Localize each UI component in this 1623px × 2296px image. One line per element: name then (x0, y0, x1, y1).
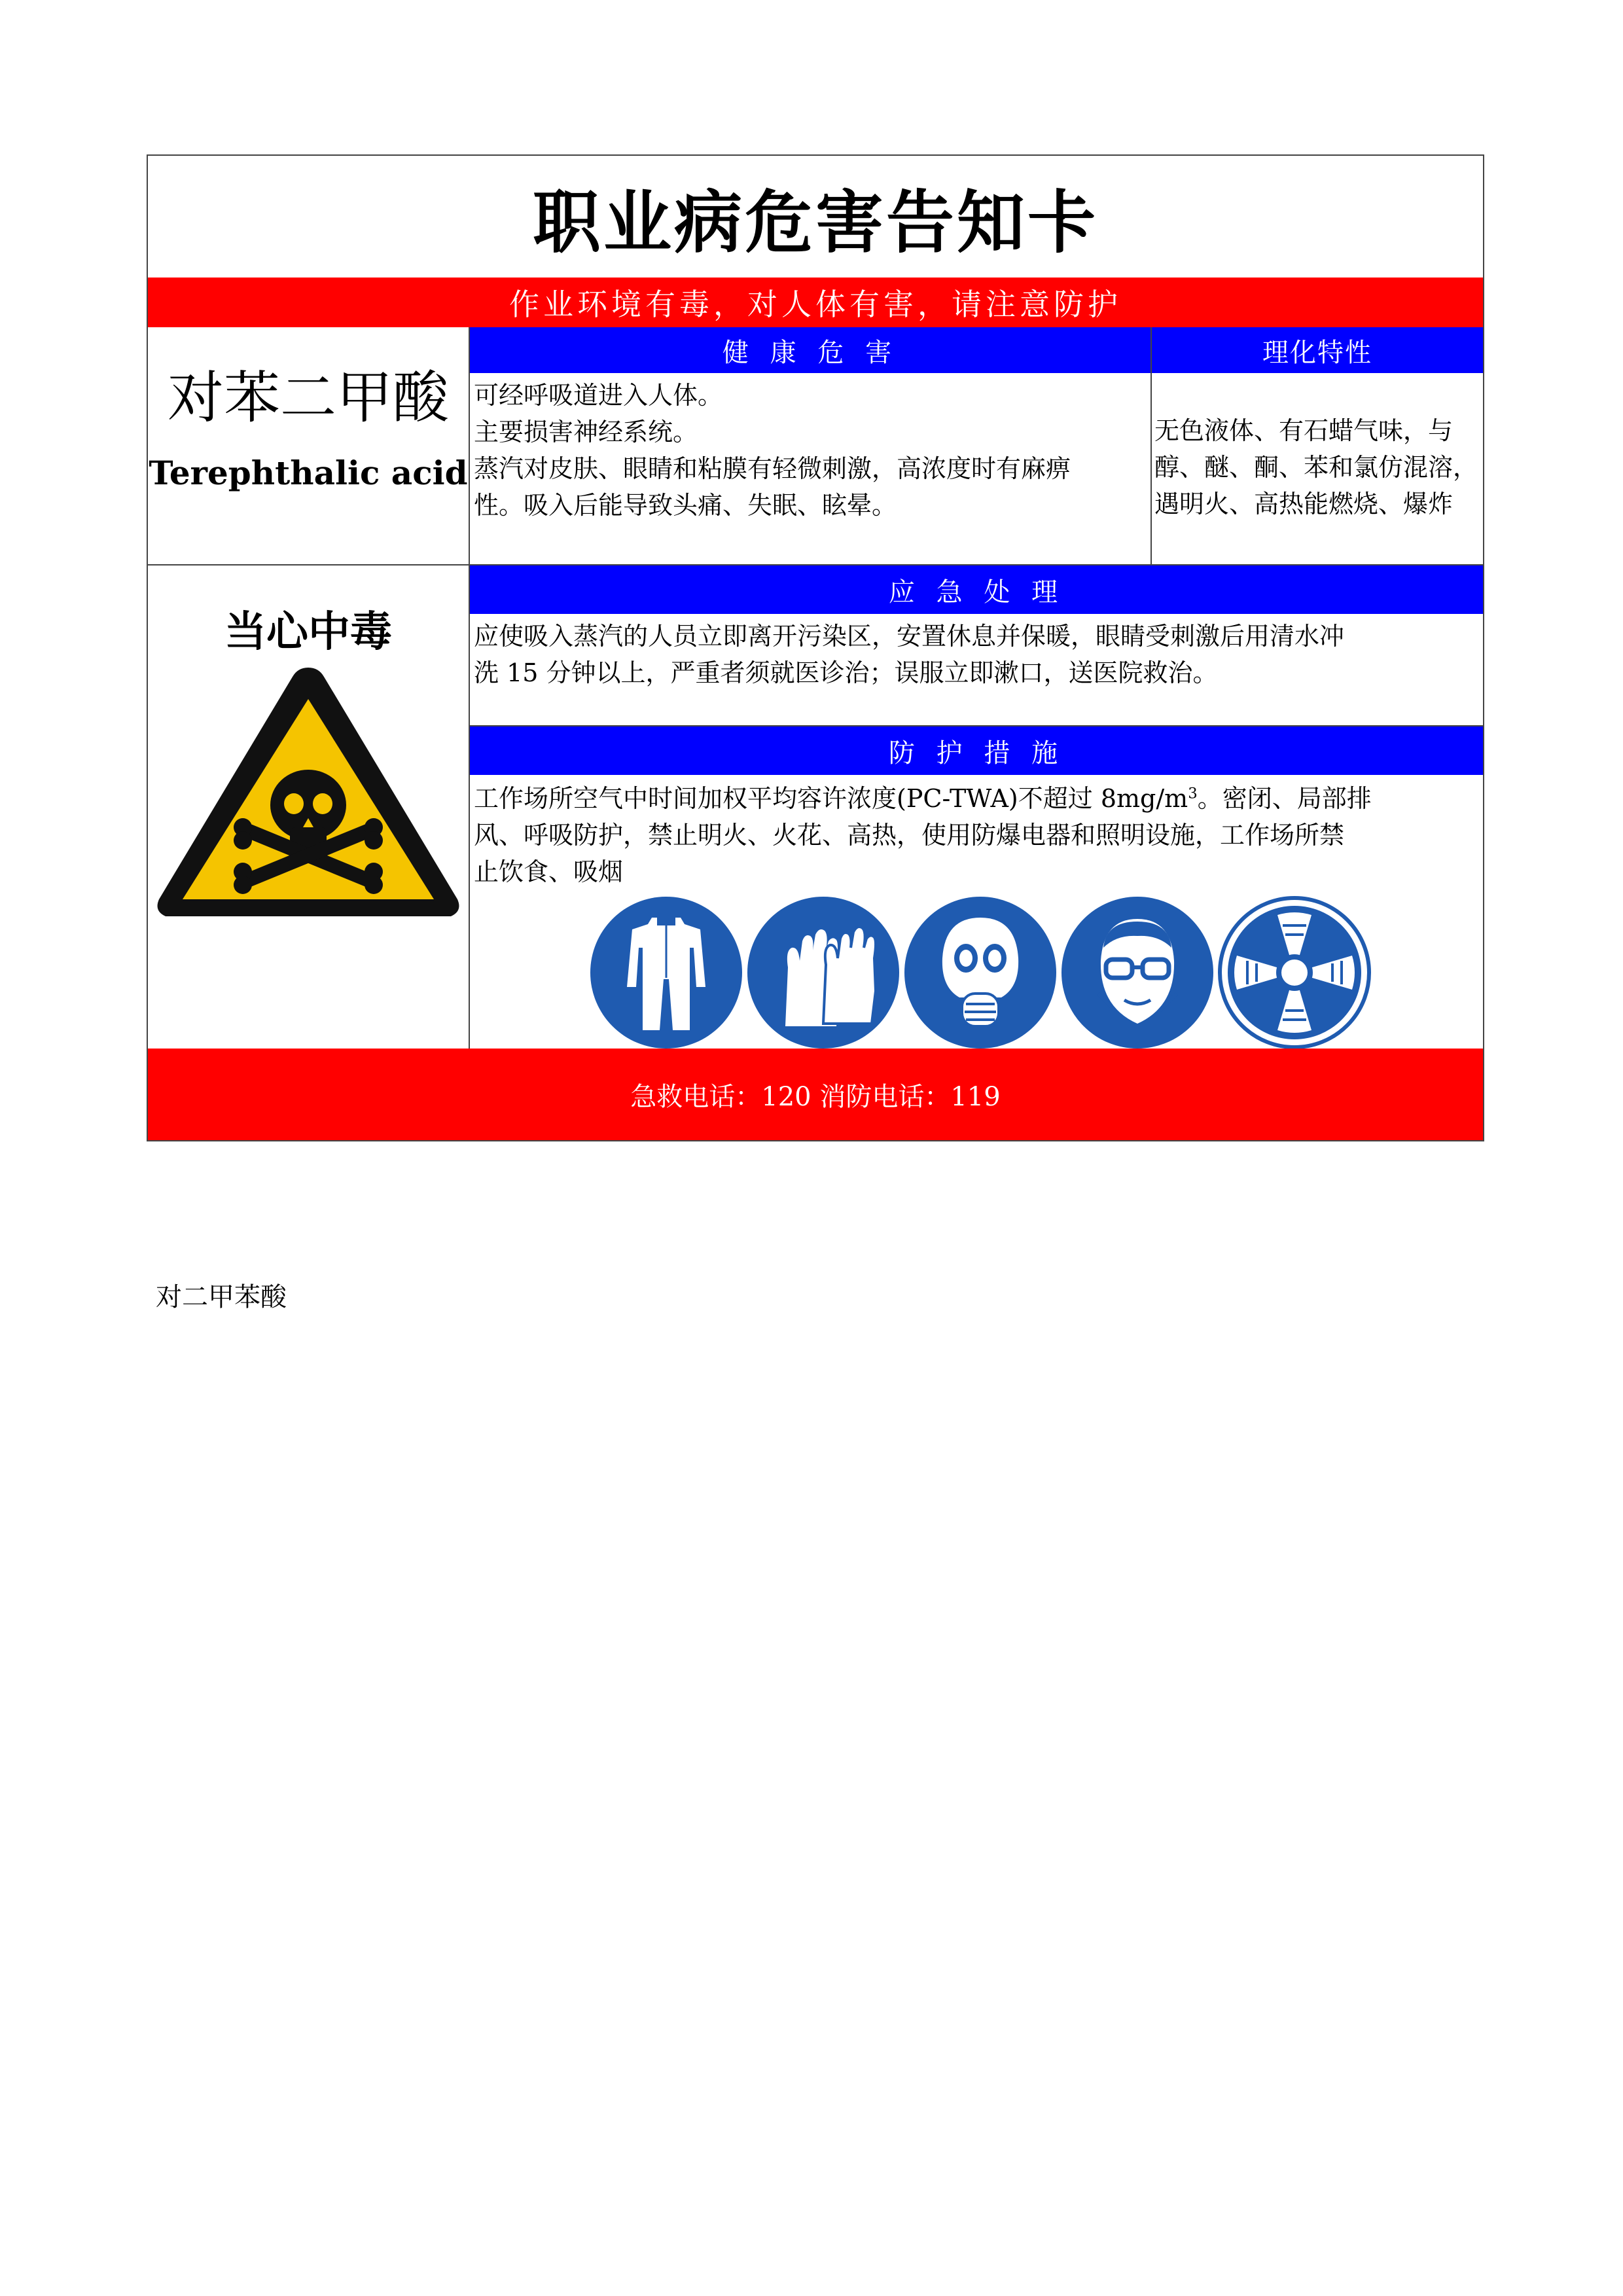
divider (469, 327, 470, 1049)
hazard-notice-card (147, 154, 1484, 1141)
document-note: 对二甲苯酸 (156, 1282, 287, 1312)
text-line: 蒸汽对皮肤、眼睛和粘膜有轻微刺激，高浓度时有麻痹 (474, 454, 1071, 483)
health-hazard-text (474, 377, 1150, 524)
emergency-phone-footer: 急救电话：120 消防电话：119 (148, 1049, 1483, 1140)
text-line: 遇明火、高热能燃烧、爆炸 (1154, 490, 1454, 518)
substance-name-en: Terephthalic acid (149, 454, 468, 492)
card-title: 职业病危害告知卡 (532, 183, 1098, 262)
text-line: 可经呼吸道进入人体。 (474, 381, 723, 410)
protective-gloves-icon (746, 895, 901, 1050)
substance-name-zh: 对苯二甲酸 (168, 365, 449, 431)
ventilation-icon (1217, 895, 1372, 1050)
text-line: 性。吸入后能导致头痛、失眠、眩晕。 (474, 491, 897, 520)
properties-text (1154, 412, 1482, 522)
superscript: 3 (1188, 785, 1198, 802)
gas-mask-icon (903, 895, 1058, 1050)
properties-header: 理化特性 (1152, 327, 1483, 373)
protective-suit-icon (589, 895, 743, 1050)
toxic-warning-icon (151, 656, 465, 931)
text-line: 应使吸入蒸汽的人员立即离开污染区，安置休息并保暖，眼睛受刺激后用清水冲 (474, 622, 1345, 651)
text-line: 主要损害神经系统。 (474, 418, 698, 446)
warning-title: 当心中毒 (224, 608, 392, 656)
text-fragment: 。密闭、局部排 (1197, 784, 1372, 813)
text-line: 醇、醚、酮、苯和氯仿混溶， (1154, 453, 1478, 482)
text-line (474, 780, 1482, 817)
warning-banner: 作业环境有毒，对人体有害，请注意防护 (148, 278, 1483, 327)
text-fragment: 工作场所空气中时间加权平均容许浓度(PC-TWA)不超过 8mg/m (474, 784, 1188, 813)
protection-text (474, 780, 1482, 890)
text-line: 洗 15 分钟以上，严重者须就医诊治；误服立即漱口，送医院救治。 (474, 658, 1218, 687)
emergency-header: 应 急 处 理 (470, 565, 1483, 614)
protection-header: 防 护 措 施 (470, 726, 1483, 775)
safety-goggles-icon (1060, 895, 1215, 1050)
health-hazard-header: 健 康 危 害 (470, 327, 1150, 373)
emergency-text (474, 618, 1482, 691)
text-line: 风、呼吸防护，禁止明火、火花、高热，使用防爆电器和照明设施，工作场所禁 (474, 821, 1345, 850)
text-line: 止饮食、吸烟 (474, 857, 624, 886)
text-line: 无色液体、有石蜡气味，与 (1154, 416, 1454, 445)
